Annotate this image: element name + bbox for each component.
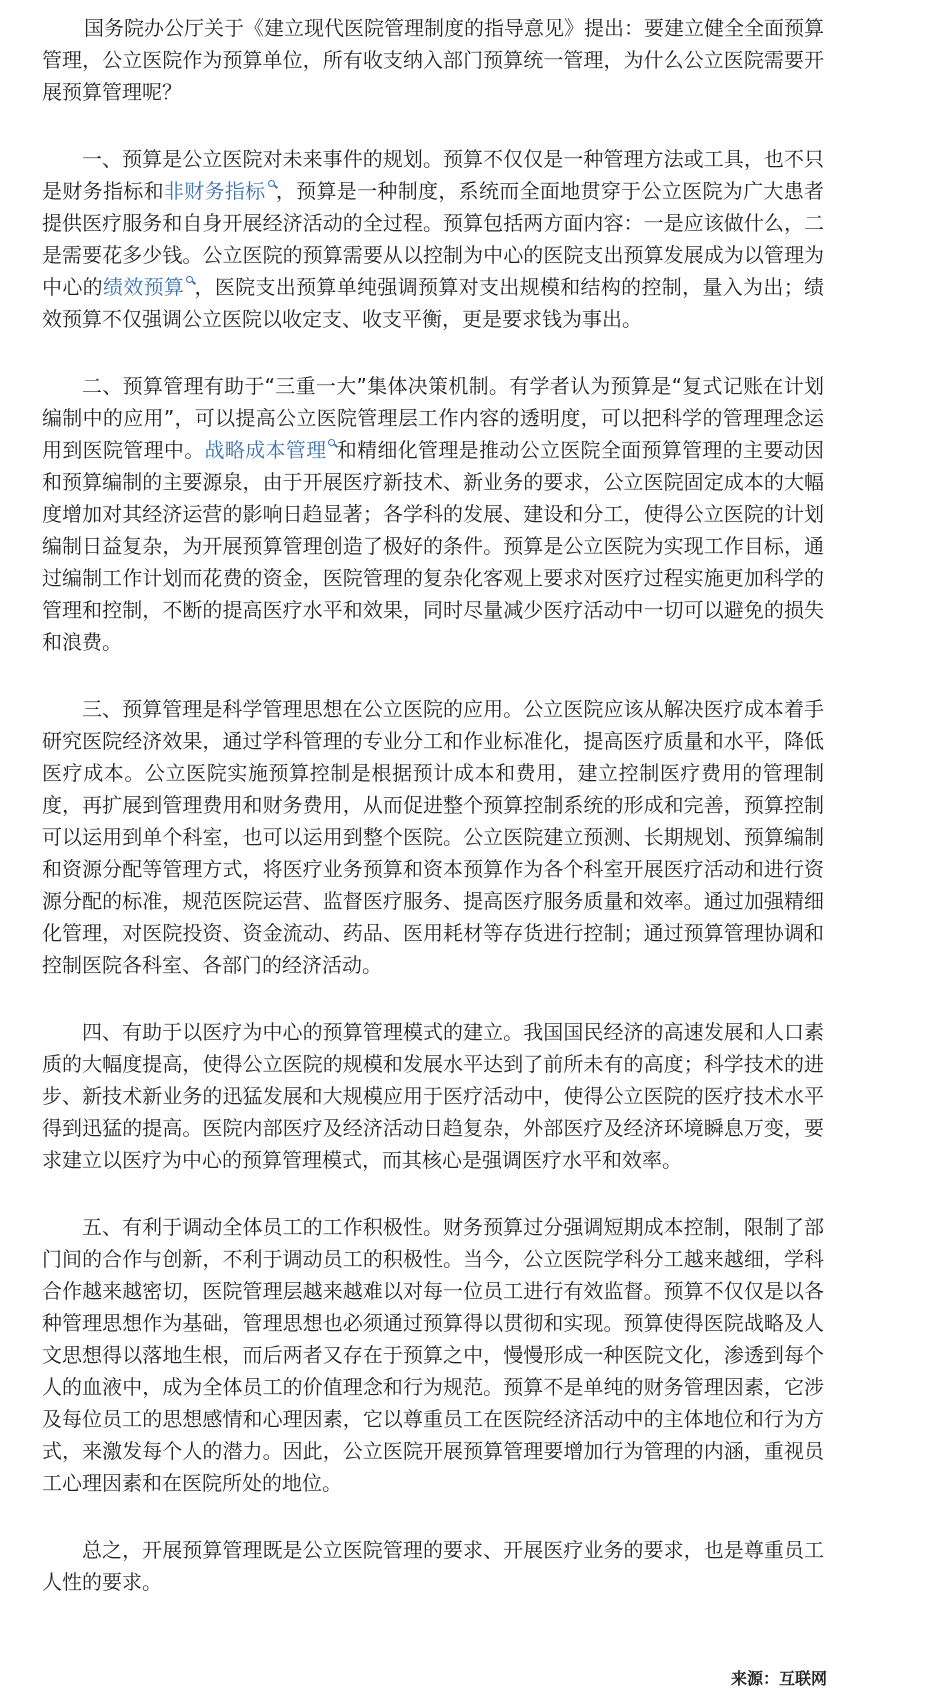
paragraph-1-text-c: ，医院支出预算单纯强调预算对支出规模和结构的控制，量入为出；绩效预算不仅强调公立医院以收定支、收支平衡，更是要求钱为事出。 [42,275,825,331]
search-icon [186,276,193,283]
paragraph-conclusion-text: 总之，开展预算管理既是公立医院管理的要求、开展医疗业务的要求，也是尊重员工人性的要求。 [42,1538,824,1594]
paragraph-intro [42,12,824,108]
keyword-link-strategic-cost-management[interactable] [205,438,337,462]
keyword-link-label: 非财务指标 [163,179,266,203]
article-body [42,12,824,1633]
keyword-link-performance-budget[interactable] [103,275,194,299]
paragraph-1-text-a: 一、预算是公立医院对未来事件的规划。预算不仅仅是一种管理方法或工具，也不只是财务指标和 [42,147,824,203]
paragraph-conclusion [42,1534,824,1598]
paragraph-1-text-b: ，预算是一种制度，系统而全面地贯穿于公立医院为广大患者提供医疗服务和自身开展经济活动的全过程。预算包括两方面内容：一是应该做什么，二是需要花多少钱。公立医院的预算需要从以控制为中心的医院支出预算发展成为以管理为中心的 [42,179,825,299]
paragraph-2 [42,370,824,658]
search-icon [268,180,275,187]
keyword-link-non-financial-indicators[interactable] [164,179,276,203]
paragraph-3-text: 三、预算管理是科学管理思想在公立医院的应用。公立医院应该从解决医疗成本着手研究医院经济效果，通过学科管理的专业分工和作业标准化，提高医疗质量和水平，降低医疗成本。公立医院实施预算控制是根据预计成本和费用，建立控制医疗费用的管理制度，再扩展到管理费用和财务费用，从而促进整个预算控制系统的形成和完善，预算控制可以运用到单个科室，也可以运用到整个医院。公立医院建立预测、长期规划、预算编制和资源分配等管理方式，将医疗业务预算和资本预算作为各个科室开展医疗活动和进行资源分配的标准，规范医院运营、监督医疗服务、提高医疗服务质量和效率。通过加强精细化管理，对医院投资、资金流动、药品、医用耗材等存货进行控制；通过预算管理协调和控制医院各科室、各部门的经济活动。 [42,697,824,977]
paragraph-4 [42,1016,824,1176]
paragraph-intro-text: 国务院办公厅关于《建立现代医院管理制度的指导意见》提出：要建立健全全面预算管理，公立医院作为预算单位，所有收支纳入部门预算统一管理，为什么公立医院需要开展预算管理呢？ [42,16,824,104]
paragraph-5-text: 五、有利于调动全体员工的工作积极性。财务预算过分强调短期成本控制，限制了部门间的合作与创新，不利于调动员工的积极性。当今，公立医院学科分工越来越细，学科合作越来越密切，医院管理层越来越难以对每一位员工进行有效监督。预算不仅仅是以各种管理思想作为基础，管理思想也必须通过预算得以贯彻和实现。预算使得医院战略及人文思想得以落地生根，而后两者又存在于预算之中，慢慢形成一种医院文化，渗透到每个人的血液中，成为全体员工的价值理念和行为规范。预算不是单纯的财务管理因素，它涉及每位员工的思想感情和心理因素，它以尊重员工在医院经济活动中的主体地位和行为方式，来激发每个人的潜力。因此，公立医院开展预算管理要增加行为管理的内涵，重视员工心理因素和在医院所处的地位。 [42,1215,824,1495]
keyword-link-label: 绩效预算 [102,275,185,299]
paragraph-2-text-b: 和精细化管理是推动公立医院全面预算管理的主要动因和预算编制的主要源泉，由于开展医疗新技术、新业务的要求，公立医院固定成本的大幅度增加对其经济运营的影响日趋显著；各学科的发展、建设和分工，使得公立医院的计划编制日益复杂，为开展预算管理创造了极好的条件。预算是公立医院为实现工作目标，通过编制工作计划而花费的资金，医院管理的复杂化客观上要求对医疗过程实施更加科学的管理和控制，不断的提高医疗水平和效果，同时尽量减少医疗活动中一切可以避免的损失和浪费。 [42,438,825,654]
paragraph-1 [42,143,824,335]
keyword-link-label: 战略成本管理 [204,438,327,462]
paragraph-5 [42,1211,824,1499]
paragraph-4-text: 四、有助于以医疗为中心的预算管理模式的建立。我国国民经济的高速发展和人口素质的大幅度提高，使得公立医院的规模和发展水平达到了前所未有的高度；科学技术的进步、新技术新业务的迅猛发展和大规模应用于医疗活动中，使得公立医院的医疗技术水平得到迅猛的提高。医院内部医疗及经济活动日趋复杂，外部医疗及经济环境瞬息万变，要求建立以医疗为中心的预算管理模式，而其核心是强调医疗水平和效率。 [42,1020,824,1172]
paragraph-3 [42,693,824,981]
paragraph-2-text-a: 二、预算管理有助于“三重一大”集体决策机制。有学者认为预算是“复式记账在计划编制中的应用”，可以提高公立医院管理层工作内容的透明度，可以把科学的管理理念运用到医院管理中。 [42,374,824,462]
search-icon [328,439,335,446]
source-attribution: 来源：互联网 [730,1669,827,1688]
